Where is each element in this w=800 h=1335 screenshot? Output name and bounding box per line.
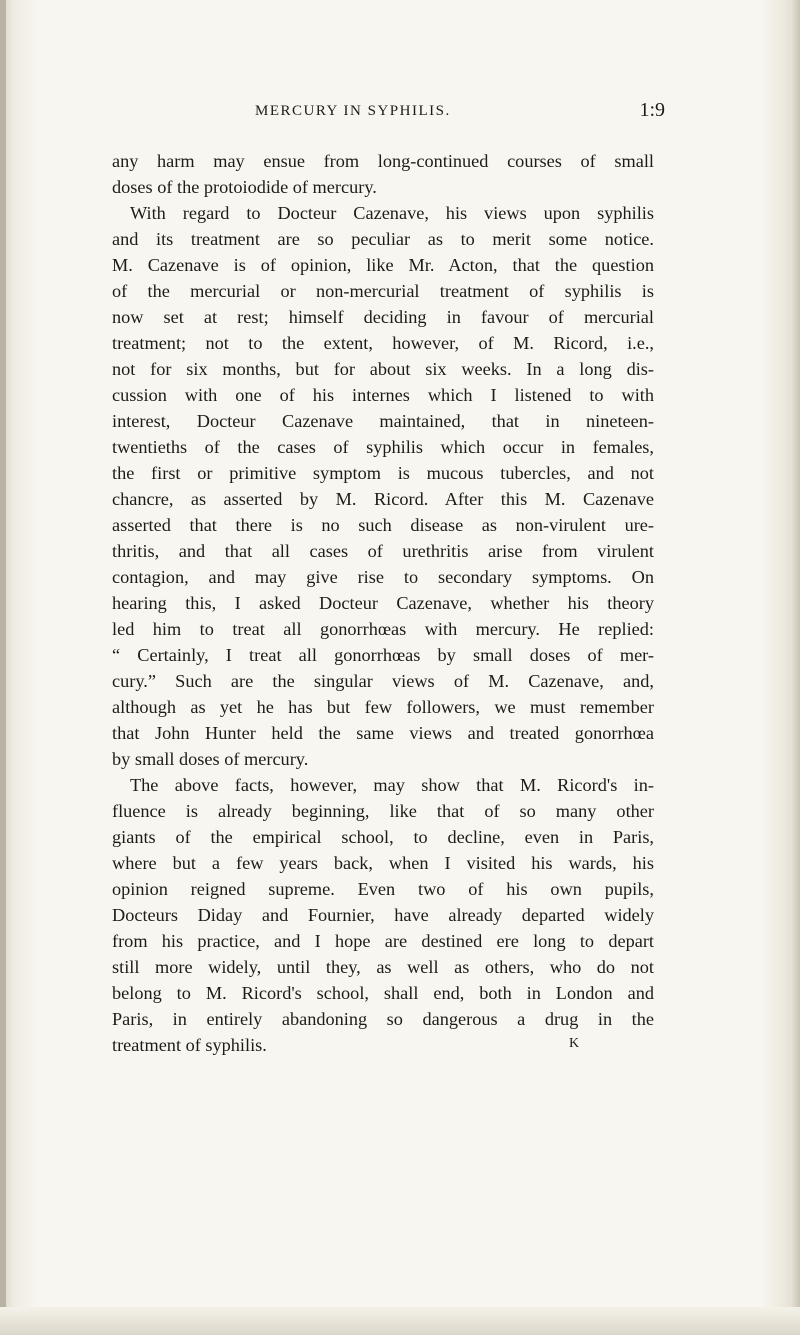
text-line: that John Hunter held the same views and treated gonorrhœa xyxy=(112,723,654,743)
text-line: cussion with one of his internes which I listened to with xyxy=(112,385,654,405)
text-line: not for six months, but for about six weeks. In a long dis- xyxy=(112,359,654,379)
text-line: asserted that there is no such disease as non-virulent ure- xyxy=(112,515,654,535)
text-line: fluence is already beginning, like that of so many other xyxy=(112,801,654,821)
text-line: although as yet he has but few followers, we must remember xyxy=(112,697,654,717)
text-line: of the mercurial or non-mercurial treatment of syphilis is xyxy=(112,281,654,301)
page-number: 1:9 xyxy=(639,99,665,121)
text-line: hearing this, I asked Docteur Cazenave, whether his theory xyxy=(112,593,654,613)
text-line: cury.” Such are the singular views of M. Cazenave, and, xyxy=(112,671,654,691)
text-line: contagion, and may give rise to secondary symptoms. On xyxy=(112,567,654,587)
text-line: and its treatment are so peculiar as to merit some notice. xyxy=(112,229,654,249)
text-line: Paris, in entirely abandoning so dangerous a drug in the xyxy=(112,1009,654,1029)
text-line: any harm may ensue from long-continued courses of small xyxy=(112,151,654,171)
page-gutter-edge xyxy=(0,0,6,1335)
text-line: by small doses of mercury. xyxy=(112,749,309,769)
text-line: still more widely, until they, as well as others, who do not xyxy=(112,957,654,977)
text-line: from his practice, and I hope are destined ere long to depart xyxy=(112,931,654,951)
signature-mark: K xyxy=(569,1036,580,1051)
text-line: treatment; not to the extent, however, of M. Ricord, i.e., xyxy=(112,333,654,353)
text-line: doses of the protoiodide of mercury. xyxy=(112,177,377,197)
text-line: led him to treat all gonorrhœas with mercury. He replied: xyxy=(112,619,654,639)
text-line: “ Certainly, I treat all gonorrhœas by small doses of mer- xyxy=(112,645,654,665)
text-line: where but a few years back, when I visited his wards, his xyxy=(112,853,654,873)
body-text xyxy=(112,148,654,1058)
text-line: the first or primitive symptom is mucous tubercles, and not xyxy=(112,463,654,483)
text-line: interest, Docteur Cazenave maintained, that in nineteen- xyxy=(112,411,654,431)
text-line: thritis, and that all cases of urethritis arise from virulent xyxy=(112,541,654,561)
text-line: With regard to Docteur Cazenave, his views upon syphilis xyxy=(130,203,654,223)
text-line: chancre, as asserted by M. Ricord. After this M. Cazenave xyxy=(112,489,654,509)
text-line: opinion reigned supreme. Even two of his own pupils, xyxy=(112,879,654,899)
text-line: Docteurs Diday and Fournier, have already departed widely xyxy=(112,905,654,925)
text-line: twentieths of the cases of syphilis which occur in females, xyxy=(112,437,654,457)
text-line: belong to M. Ricord's school, shall end, both in London and xyxy=(112,983,654,1003)
text-line: now set at rest; himself deciding in favour of mercurial xyxy=(112,307,654,327)
text-line: The above facts, however, may show that M. Ricord's in- xyxy=(130,775,654,795)
text-line: M. Cazenave is of opinion, like Mr. Acton, that the question xyxy=(112,255,654,275)
page-right-edge xyxy=(790,0,800,1335)
page-bottom-edge xyxy=(0,1307,800,1335)
text-line: treatment of syphilis. xyxy=(112,1035,267,1055)
text-line: giants of the empirical school, to decline, even in Paris, xyxy=(112,827,654,847)
running-title: MERCURY IN SYPHILIS. xyxy=(255,103,451,119)
